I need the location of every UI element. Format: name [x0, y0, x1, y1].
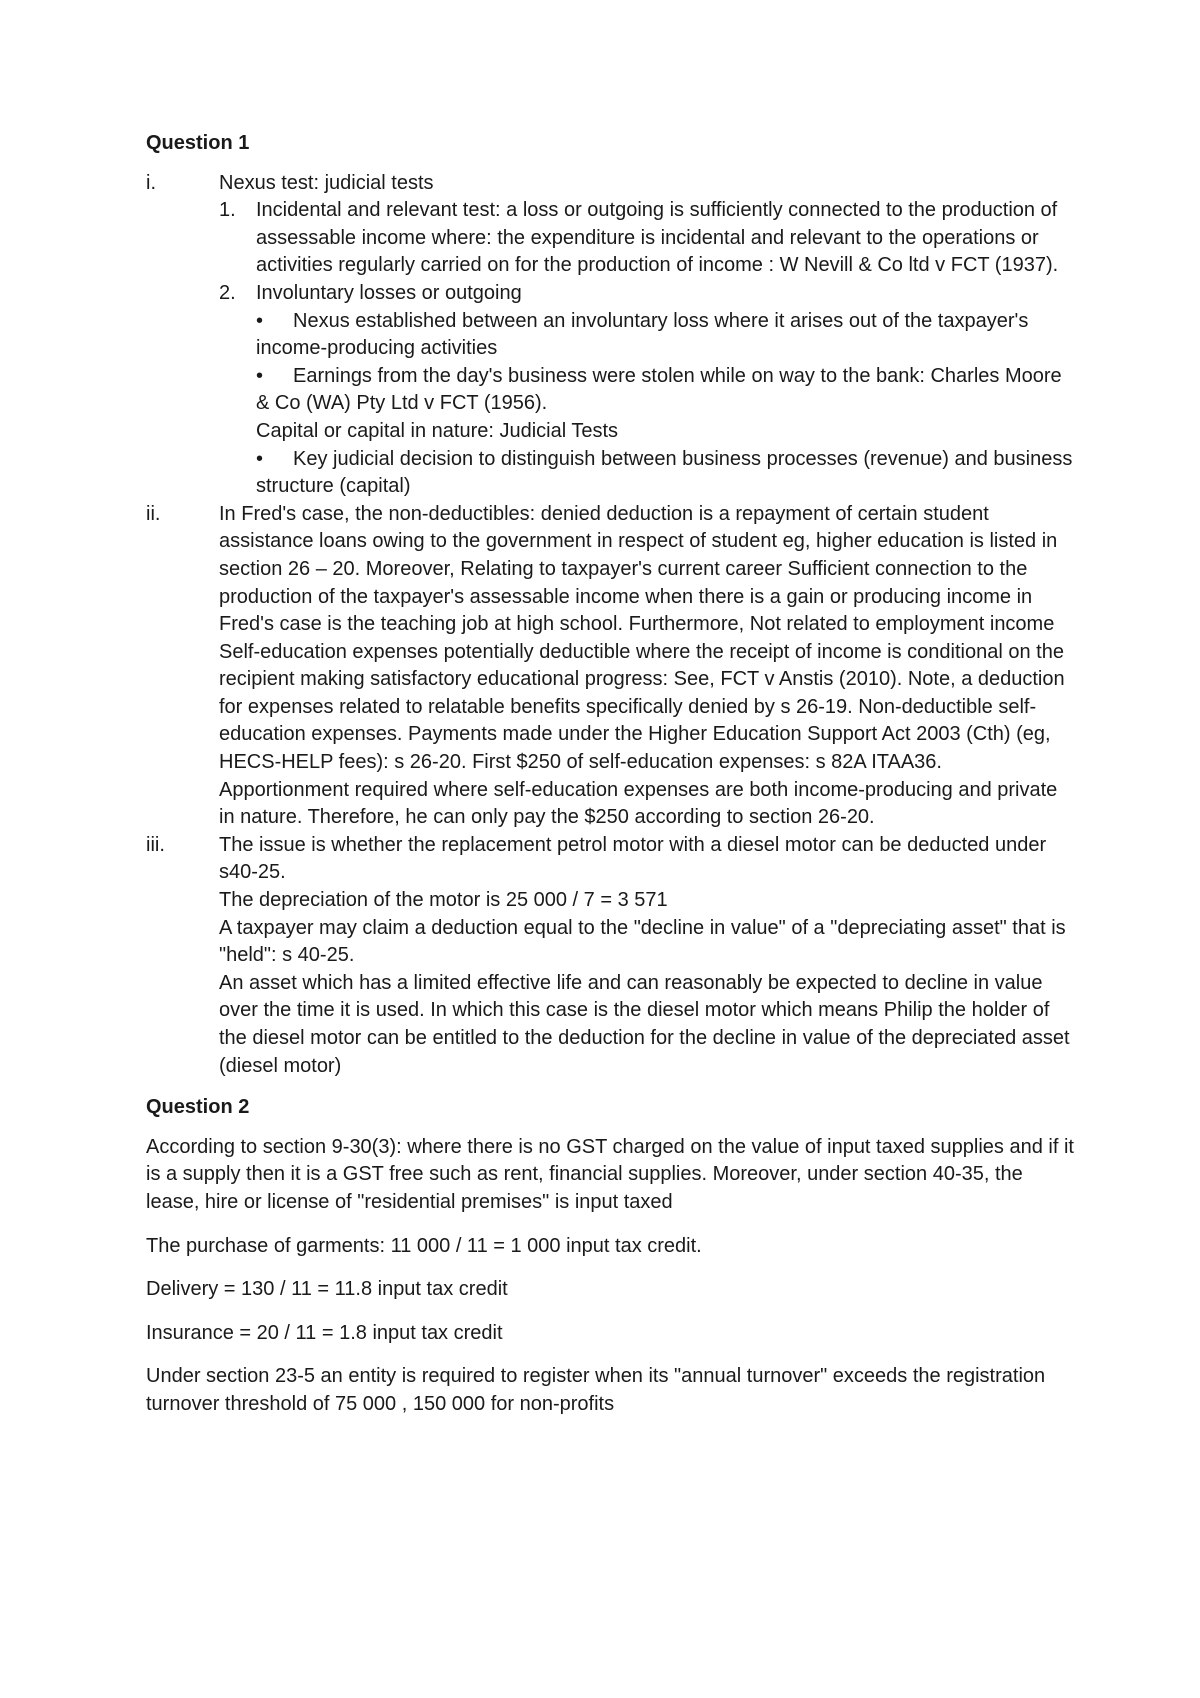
question-1-heading: Question 1 — [146, 132, 250, 154]
numbered-item-2 — [219, 280, 1076, 308]
bullet-text: Key judicial decision to distinguish between business processes (revenue) and business structure (capital) — [256, 447, 1073, 498]
capital-heading: Capital or capital in nature: Judicial Tests — [256, 419, 619, 442]
q2-paragraph: Under section 23-5 an entity is required to register when its "annual turnover" exceeds the registration turnover threshold of 75 000 , 150 000 for non-profits — [146, 1365, 1046, 1415]
part-iii-line: The issue is whether the replacement petrol motor with a diesel motor can be deducted under s40-25. — [219, 833, 1047, 884]
numbered-item-2-marker: 2. — [219, 281, 236, 304]
question-2-heading: Question 2 — [146, 1096, 250, 1119]
bullet-text: Nexus established between an involuntary loss where it arises out of the taxpayer's income-producing activities — [256, 309, 1029, 360]
bullet-icon: • — [256, 447, 264, 470]
numbered-item-1-marker: 1. — [219, 199, 236, 222]
numbered-item-2-details — [219, 308, 1076, 501]
numbered-item-1 — [219, 197, 1076, 280]
part-iii — [146, 832, 1076, 1080]
document-page — [146, 130, 1076, 1435]
bullet-item — [256, 308, 1076, 363]
q2-paragraph: Delivery = 130 / 11 = 11.8 input tax credit — [146, 1278, 508, 1301]
part-iii-line: A taxpayer may claim a deduction equal to the "decline in value" of a "depreciating asset" that is "held": s 40-25. — [219, 916, 1066, 967]
part-i — [146, 170, 1076, 501]
bullet-item — [256, 446, 1076, 501]
part-iii-line: An asset which has a limited effective life and can reasonably be expected to decline in value over the time it is used. In which this case is the diesel motor which means Philip the holder of the diesel motor can be entitled to the deduction for the decline in value of the depreciated asset (diesel motor) — [219, 971, 1070, 1077]
bullet-text: Earnings from the day's business were stolen while on way to the bank: Charles Moore & Co (WA) Pty Ltd v FCT (1956). — [256, 364, 1062, 415]
numbered-item-1-text: Incidental and relevant test: a loss or outgoing is sufficiently connected to the production of assessable income where: the expenditure is incidental and relevant to the operations or activities regularly carried on for the production of income : W Nevill & Co ltd v FCT (1937). — [256, 199, 1059, 277]
part-ii-marker: ii. — [146, 502, 161, 525]
q2-paragraph: According to section 9-30(3): where there is no GST charged on the value of input taxed supplies and if it is a supply then it is a GST free such as rent, financial supplies. Moreover, under section 40-35, the lease, hire or license of "residential premises" is input taxed — [146, 1135, 1074, 1213]
bullet-icon: • — [256, 309, 264, 332]
part-i-title: Nexus test: judicial tests — [219, 171, 434, 194]
part-i-body — [219, 170, 1076, 501]
part-iii-marker: iii. — [146, 833, 165, 856]
q2-paragraph: The purchase of garments: 11 000 / 11 = 1 000 input tax credit. — [146, 1234, 702, 1257]
part-ii — [146, 501, 1076, 832]
part-ii-text: In Fred's case, the non-deductibles: denied deduction is a repayment of certain student assistance loans owing to the government in respect of student eg, higher education is listed in section 26 – 20. Moreover, Relating to taxpayer's current career Sufficient connection to the production of the taxpayer's assessable income when there is a gain or producing income in Fred's case is the teaching job at high school. Furthermore, Not related to employment income Self-education expenses potentially deductible where the receipt of income is conditional on the recipient making satisfactory educational progress: See, FCT v Anstis (2010). Note, a deduction for expenses related to relatable benefits specifically denied by s 26-19. Non-deductible self-education expenses. Payments made under the Higher Education Support Act 2003 (Cth) (eg, HECS-HELP fees): s 26-20. First $250 of self-education expenses: s 82A ITAA36. Apportionment required where self-education expenses are both income-producing and private in nature. Therefore, he can only pay the $250 according to section 26-20. — [219, 502, 1065, 829]
q2-paragraph: Insurance = 20 / 11 = 1.8 input tax credit — [146, 1321, 503, 1344]
numbered-item-2-text: Involuntary losses or outgoing — [256, 281, 522, 304]
part-iii-line: The depreciation of the motor is 25 000 / 7 = 3 571 — [219, 889, 668, 912]
part-iii-body — [219, 832, 1076, 1080]
bullet-icon: • — [256, 364, 264, 387]
question-2-section — [146, 1094, 1076, 1418]
part-i-marker: i. — [146, 171, 156, 194]
bullet-item — [256, 363, 1076, 418]
